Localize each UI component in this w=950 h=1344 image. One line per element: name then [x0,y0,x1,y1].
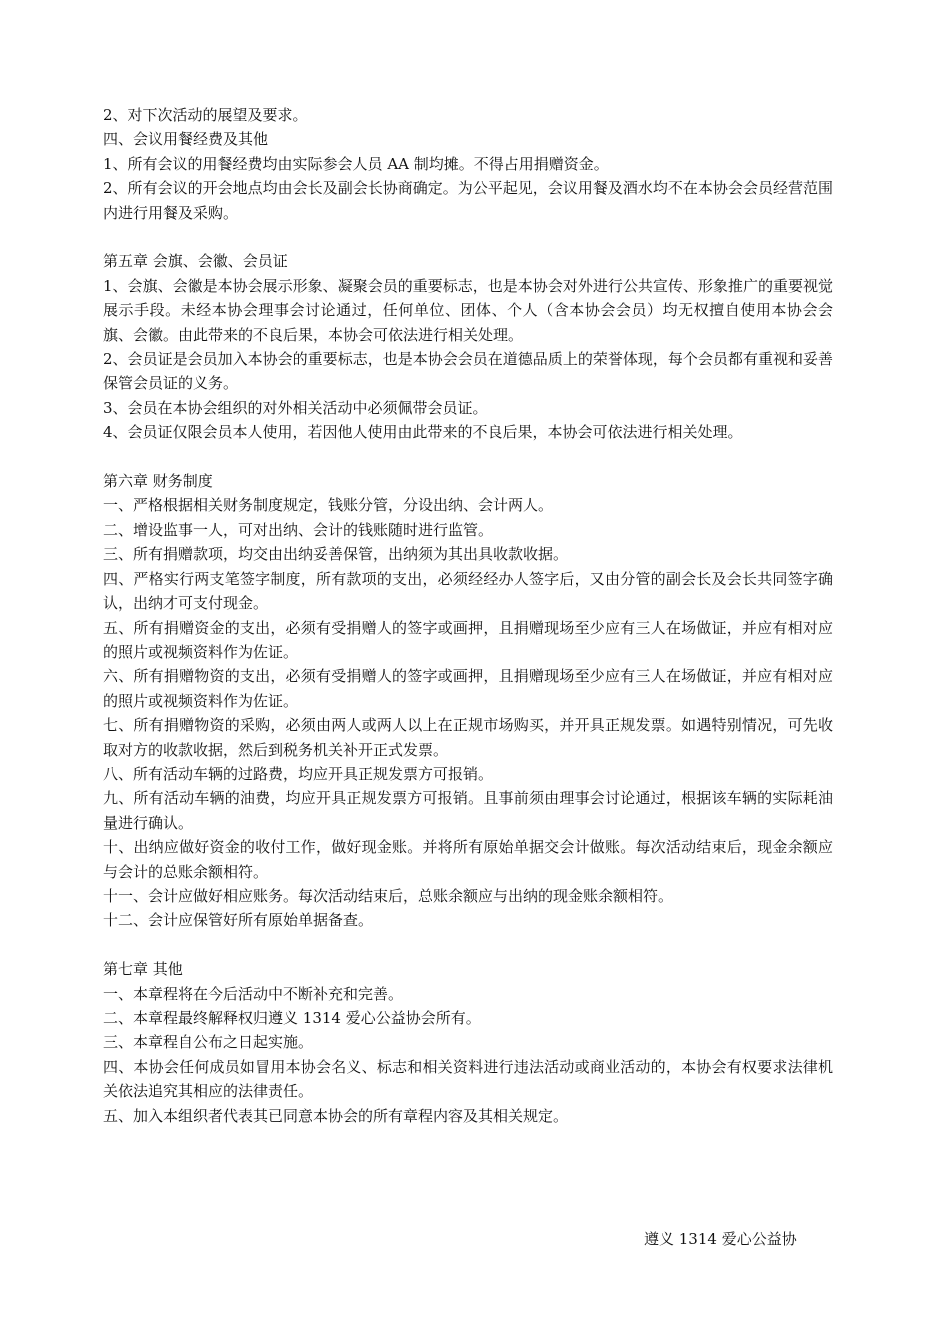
paragraph: 三、本章程自公布之日起实施。 [103,1033,314,1052]
paragraph: 2、所有会议的开会地点均由会长及副会长协商确定。为公平起见，会议用餐及酒水均不在本协会会员经营范围内进行用餐及采购。 [103,179,833,222]
paragraph: 2、对下次活动的展望及要求。 [103,106,308,124]
blank-line [103,225,833,249]
blank-line [103,445,833,469]
paragraph: 五、加入本组织者代表其已同意本协会的所有章程内容及其相关规定。 [103,1106,569,1125]
blank-line [103,933,833,957]
paragraph: 一、严格根据相关财务制度规定，钱账分管，分设出纳、会计两人。 [103,496,554,515]
paragraph: 1、会旗、会徽是本协会展示形象、凝聚会员的重要标志，也是本协会对外进行公共宣传、形象推广的重要视觉展示手段。未经本协会理事会讨论通过，任何单位、团体、个人（含本协会会员）均无权擅自使用本协会会旗、会徽。由此带来的不良后果，本协会可依法进行相关处理。 [103,276,833,344]
paragraph: 二、增设监事一人，可对出纳、会计的钱账随时进行监管。 [103,520,494,539]
paragraph: 七、所有捐赠物资的采购，必须由两人或两人以上在正规市场购买，并开具正规发票。如遇特别情况，可先收取对方的收款收据，然后到税务机关补开正式发票。 [103,716,833,759]
paragraph: 五、所有捐赠资金的支出，必须有受捐赠人的签字或画押，且捐赠现场至少应有三人在场做证，并应有相对应的照片或视频资料作为佐证。 [103,618,833,661]
paragraph: 一、本章程将在今后活动中不断补充和完善。 [103,984,404,1003]
paragraph: 十一、会计应做好相应账务。每次活动结束后，总账余额应与出纳的现金账余额相符。 [103,886,674,905]
paragraph: 1、所有会议的用餐经费均由实际参会人员 AA 制均摊。不得占用捐赠资金。 [103,154,609,173]
paragraph: 四、严格实行两支笔签字制度，所有款项的支出，必须经经办人签字后，又由分管的副会长及会长共同签字确认，出纳才可支付现金。 [103,569,833,613]
paragraph: 3、会员在本协会组织的对外相关活动中必须佩带会员证。 [103,398,488,417]
paragraph: 三、所有捐赠款项，均交由出纳妥善保管，出纳须为其出具收款收据。 [103,545,569,564]
document-body [103,103,833,1128]
paragraph: 四、本协会任何成员如冒用本协会名义、标志和相关资料进行违法活动或商业活动的，本协会有权要求法律机关依法追究其相应的法律责任。 [103,1057,833,1101]
signature-line: 遵义 1314 爱心公益协 [644,1230,797,1248]
paragraph: 九、所有活动车辆的油费，均应开具正规发票方可报销。且事前须由理事会讨论通过，根据该车辆的实际耗油量进行确认。 [103,789,833,832]
paragraph: 2、会员证是会员加入本协会的重要标志，也是本协会会员在道德品质上的荣誉体现，每个会员都有重视和妥善保管会员证的义务。 [103,350,833,393]
paragraph: 八、所有活动车辆的过路费，均应开具正规发票方可报销。 [103,764,494,783]
paragraph: 六、所有捐赠物资的支出，必须有受捐赠人的签字或画押，且捐赠现场至少应有三人在场做证，并应有相对应的照片或视频资料作为佐证。 [103,667,833,710]
chapter-heading: 第七章 其他 [103,960,183,979]
section-heading: 四、会议用餐经费及其他 [103,130,269,149]
chapter-heading: 第五章 会旗、会徽、会员证 [103,252,288,271]
paragraph: 十、出纳应做好资金的收付工作，做好现金账。并将所有原始单据交会计做账。每次活动结束后，现金余额应与会计的总账余额相符。 [103,838,833,881]
paragraph: 二、本章程最终解释权归遵义 1314 爱心公益协会所有。 [103,1008,481,1027]
paragraph: 十二、会计应保管好所有原始单据备查。 [103,911,374,930]
paragraph: 4、会员证仅限会员本人使用，若因他人使用由此带来的不良后果，本协会可依法进行相关处理。 [103,423,743,442]
chapter-heading: 第六章 财务制度 [103,472,213,491]
